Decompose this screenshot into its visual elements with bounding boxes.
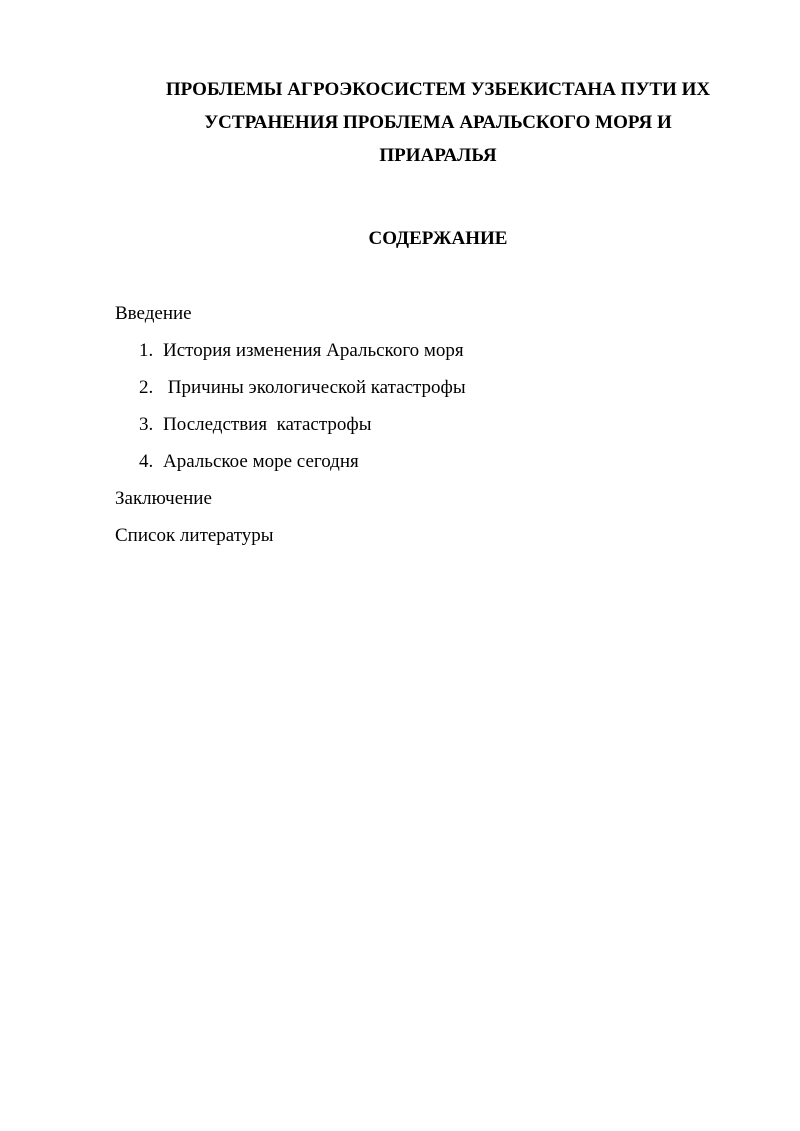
document-title-line-1: ПРОБЛЕМЫ АГРОЭКОСИСТЕМ УЗБЕКИСТАНА ПУТИ ИХ xyxy=(165,79,711,100)
toc-entry-2 xyxy=(115,369,761,406)
toc-entry-text: История изменения Аральского моря xyxy=(163,340,464,361)
table-of-contents xyxy=(115,295,761,554)
toc-entry-references: Список литературы xyxy=(115,525,274,546)
toc-entry-4 xyxy=(115,443,761,480)
document-title-line-2: УСТРАНЕНИЯ ПРОБЛЕМА АРАЛЬСКОГО МОРЯ И xyxy=(204,112,672,133)
toc-heading: СОДЕРЖАНИЕ xyxy=(368,228,508,249)
toc-entry-introduction: Введение xyxy=(115,303,192,324)
toc-entry-number: 1. xyxy=(139,340,154,361)
toc-entry-text: Последствия катастрофы xyxy=(163,414,372,435)
toc-entry-number: 3. xyxy=(139,414,154,435)
toc-entry-number: 4. xyxy=(139,451,154,472)
toc-entry-text: Причины экологической катастрофы xyxy=(163,377,466,398)
document-title-line-3: ПРИАРАЛЬЯ xyxy=(379,145,497,166)
toc-entry-number: 2. xyxy=(139,377,154,398)
toc-entry-conclusion: Заключение xyxy=(115,488,212,509)
toc-entry-text: Аральское море сегодня xyxy=(163,451,359,472)
document-title xyxy=(115,73,761,172)
toc-entry-3 xyxy=(115,406,761,443)
toc-entry-1 xyxy=(115,332,761,369)
